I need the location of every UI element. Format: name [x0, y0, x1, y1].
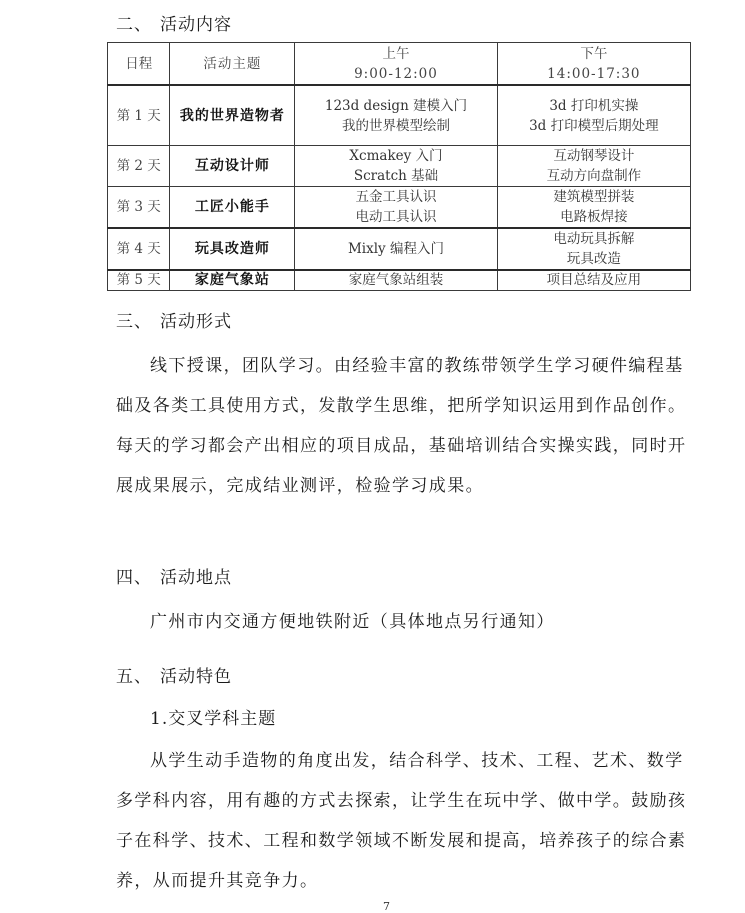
table-row — [108, 228, 691, 270]
row-morning — [295, 270, 497, 291]
section-number: 四、 — [116, 568, 152, 588]
section-number: 三、 — [116, 312, 152, 332]
header-morning-label: 上午 — [382, 45, 410, 62]
section-title: 活动形式 — [160, 312, 232, 332]
table-row — [108, 85, 691, 146]
section-number: 五、 — [116, 667, 152, 687]
section-3-paragraph — [116, 346, 687, 506]
afternoon-activity: 互动钢琴设计 — [553, 148, 635, 164]
paragraph-line: 每天的学习都会产出相应的项目成品，基础培训结合实操实践，同时开 — [116, 436, 687, 456]
table-row — [108, 270, 691, 291]
morning-activity: 123d design 建模入门 — [324, 97, 468, 114]
row-day: 第 5 天 — [108, 270, 170, 291]
paragraph-line: 从学生动手造物的角度出发，结合科学、技术、工程、艺术、数学 — [150, 751, 684, 771]
paragraph-line: 子在科学、技术、工程和数学领域不断发展和提高，培养孩子的综合素 — [116, 831, 687, 851]
row-morning — [295, 146, 497, 187]
schedule-table — [107, 42, 691, 291]
section-2-heading — [116, 10, 232, 35]
section-4-paragraph — [116, 602, 668, 642]
section-3-heading — [116, 307, 232, 332]
morning-activity: 电动工具认识 — [355, 209, 437, 225]
paragraph-line: 展成果展示，完成结业测评，检验学习成果。 — [116, 476, 484, 496]
row-theme: 互动设计师 — [170, 146, 295, 187]
row-theme: 玩具改造师 — [170, 228, 295, 270]
row-morning — [295, 85, 497, 146]
afternoon-activity: 建筑模型拼装 — [553, 189, 635, 205]
header-theme: 活动主题 — [170, 43, 295, 86]
section-5-paragraph — [116, 741, 687, 901]
paragraph-line: 养，从而提升其竞争力。 — [116, 871, 319, 891]
header-afternoon — [497, 43, 690, 86]
morning-activity: 五金工具认识 — [355, 189, 437, 205]
morning-activity: Scratch 基础 — [353, 168, 439, 184]
section-title: 活动内容 — [160, 15, 232, 35]
table-row — [108, 187, 691, 229]
row-afternoon — [497, 146, 690, 187]
section-4-heading — [116, 563, 232, 588]
afternoon-activity: 3d 打印机实操 — [549, 97, 639, 114]
page-number: 7 — [383, 900, 390, 913]
header-afternoon-label: 下午 — [580, 45, 608, 62]
row-day: 第 2 天 — [108, 146, 170, 187]
row-theme: 家庭气象站 — [170, 270, 295, 291]
morning-activity: 家庭气象站组装 — [348, 272, 444, 288]
row-morning — [295, 228, 497, 270]
afternoon-activity: 项目总结及应用 — [546, 272, 642, 288]
paragraph-line: 多学科内容，用有趣的方式去探索，让学生在玩中学、做中学。鼓励孩 — [116, 791, 687, 811]
afternoon-activity: 电路板焊接 — [560, 209, 628, 225]
row-afternoon — [497, 270, 690, 291]
section-title: 活动特色 — [160, 667, 232, 687]
morning-activity: Xcmakey 入门 — [349, 148, 443, 164]
header-afternoon-time: 14:00-17:30 — [547, 65, 641, 82]
row-day: 第 1 天 — [108, 85, 170, 146]
paragraph-line: 线下授课，团队学习。由经验丰富的教练带领学生学习硬件编程基 — [150, 356, 684, 376]
paragraph-line: 广州市内交通方便地铁附近（具体地点另行通知） — [150, 612, 555, 632]
section-number: 二、 — [116, 15, 152, 35]
row-afternoon — [497, 228, 690, 270]
table-header-row — [108, 43, 691, 86]
row-morning — [295, 187, 497, 229]
subsection-heading: 1.交叉学科主题 — [150, 709, 277, 729]
row-theme: 工匠小能手 — [170, 187, 295, 229]
header-morning — [295, 43, 497, 86]
morning-activity: Mixly 编程入门 — [347, 241, 444, 257]
afternoon-activity: 电动玩具拆解 — [553, 231, 635, 247]
afternoon-activity: 玩具改造 — [566, 251, 621, 267]
row-theme: 我的世界造物者 — [170, 85, 295, 146]
row-day: 第 4 天 — [108, 228, 170, 270]
row-day: 第 3 天 — [108, 187, 170, 229]
section-5-heading — [116, 662, 232, 687]
table-row — [108, 146, 691, 187]
row-afternoon — [497, 85, 690, 146]
section-title: 活动地点 — [160, 568, 232, 588]
afternoon-activity: 互动方向盘制作 — [546, 168, 642, 184]
paragraph-line: 础及各类工具使用方式，发散学生思维，把所学知识运用到作品创作。 — [116, 396, 687, 416]
row-afternoon — [497, 187, 690, 229]
morning-activity: 我的世界模型绘制 — [341, 117, 450, 134]
header-morning-time: 9:00-12:00 — [354, 65, 438, 82]
header-day: 日程 — [108, 43, 170, 86]
afternoon-activity: 3d 打印模型后期处理 — [529, 117, 659, 134]
